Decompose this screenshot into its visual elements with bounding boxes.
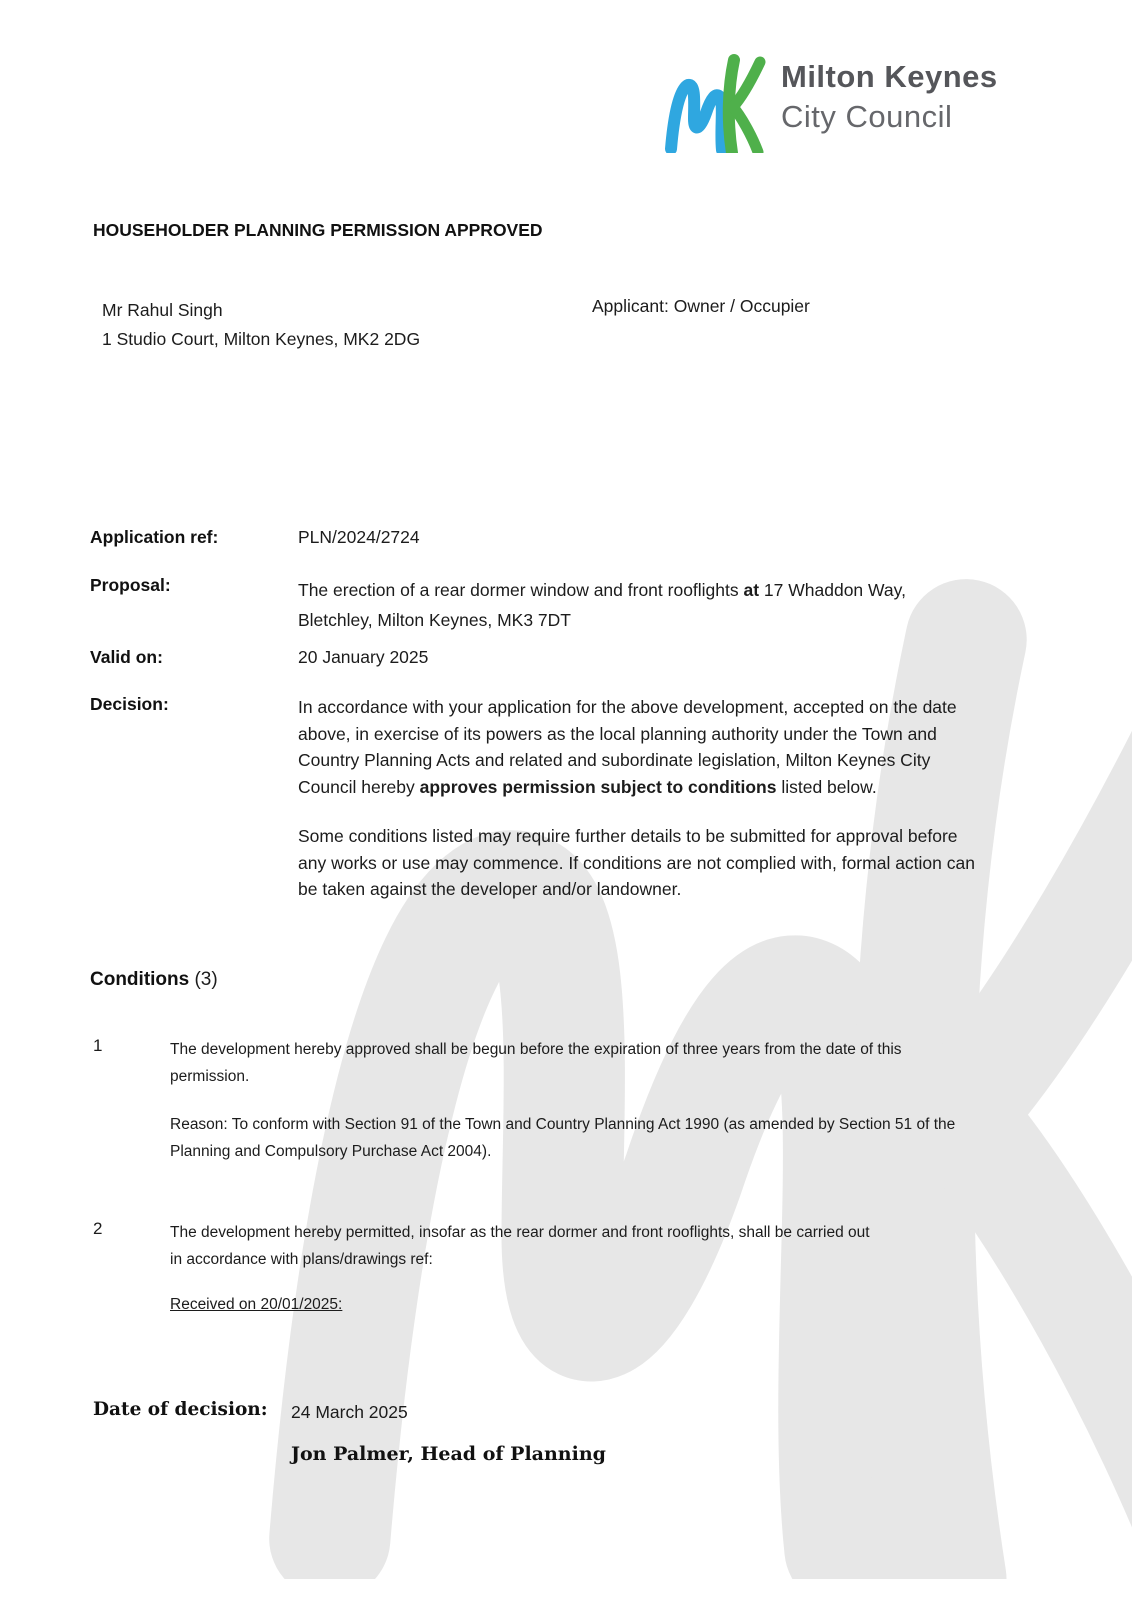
proposal-line-2: Bletchley, Milton Keynes, MK3 7DT	[298, 610, 571, 630]
decision-line-3: Country Planning Acts and related and subordinate legislation, Milton Keynes City	[298, 750, 931, 770]
decision-para2-line-3: be taken against the developer and/or landowner.	[298, 879, 682, 899]
condition-1-reason-line-2: Planning and Compulsory Purchase Act 2004).	[170, 1143, 492, 1160]
condition-2-line-1: The development hereby permitted, insofar as the rear dormer and front rooflights, shall be carried out	[170, 1224, 870, 1241]
decision-line-4: Council hereby approves permission subject to conditions listed below.	[298, 776, 877, 797]
mk-logo-icon	[658, 53, 768, 153]
logo-name: Milton Keynes	[781, 59, 998, 94]
application-ref-label: Application ref:	[90, 527, 219, 547]
applicant-label: Applicant: Owner / Occupier	[592, 296, 810, 316]
decision-value	[298, 694, 1058, 800]
condition-2-line-2: in accordance with plans/drawings ref:	[170, 1251, 433, 1268]
condition-2-text	[170, 1219, 1050, 1273]
date-of-decision-value: 24 March 2025	[291, 1402, 408, 1422]
proposal-value	[298, 575, 1058, 635]
condition-2-number: 2	[93, 1219, 103, 1238]
logo-subname: City Council	[781, 99, 953, 134]
condition-1-reason	[170, 1111, 1050, 1165]
condition-1-text	[170, 1036, 1050, 1090]
proposal-label: Proposal:	[90, 575, 171, 595]
condition-1-line-1: The development hereby approved shall be begun before the expiration of three years from the date of this	[170, 1041, 902, 1058]
recipient-address: 1 Studio Court, Milton Keynes, MK2 2DG	[102, 329, 421, 349]
decision-paragraph-2	[298, 823, 1058, 903]
condition-1-reason-line-1: Reason: To conform with Section 91 of the Town and Country Planning Act 1990 (as amended by Section 51 of the	[170, 1116, 956, 1133]
valid-on-label: Valid on:	[90, 647, 163, 667]
valid-on-value: 20 January 2025	[298, 647, 429, 667]
decision-line-2: above, in exercise of its powers as the local planning authority under the Town and	[298, 723, 937, 744]
document-title: HOUSEHOLDER PLANNING PERMISSION APPROVED	[93, 220, 543, 240]
signature-name-title: Jon Palmer, Head of Planning	[291, 1443, 606, 1465]
condition-1-line-2: permission.	[170, 1068, 250, 1085]
recipient-block	[102, 296, 420, 354]
decision-para2-line-1: Some conditions listed may require further details to be submitted for approval before	[298, 826, 958, 846]
date-of-decision-label: Date of decision:	[93, 1399, 268, 1420]
condition-2-received: Received on 20/01/2025:	[170, 1296, 343, 1313]
application-ref-value: PLN/2024/2724	[298, 527, 420, 547]
proposal-line-1: The erection of a rear dormer window and front rooflights at 17 Whaddon Way,	[298, 580, 906, 600]
recipient-name: Mr Rahul Singh	[102, 300, 223, 320]
condition-1-number: 1	[93, 1036, 103, 1055]
conditions-heading: Conditions (3)	[90, 969, 218, 990]
decision-label: Decision:	[90, 694, 169, 714]
decision-para2-line-2: any works or use may commence. If conditions are not complied with, formal action can	[298, 852, 975, 873]
decision-line-1: In accordance with your application for the above development, accepted on the date	[298, 697, 957, 717]
council-logo-text	[781, 57, 998, 137]
